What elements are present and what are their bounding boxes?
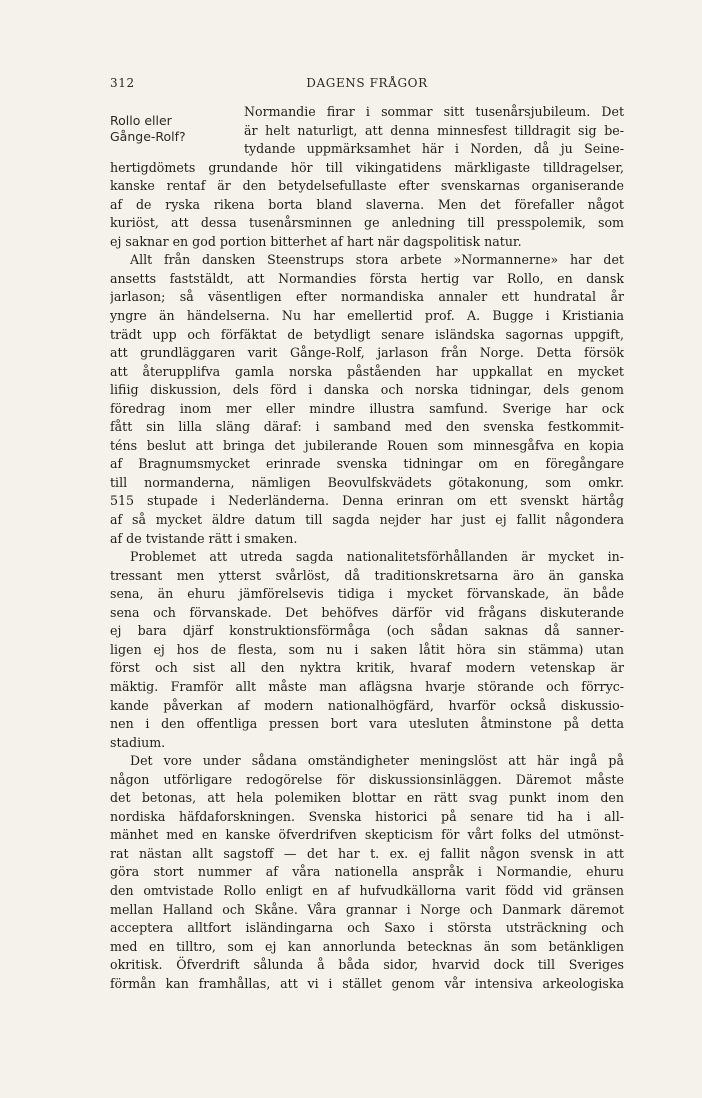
text-line: den omtvistade Rollo enligt en af hufvudkällorna varit född vid gränsen [110, 882, 624, 898]
page-number: 312 [110, 76, 135, 90]
margin-note-line: Gånge-Rolf? [110, 129, 186, 144]
text-line: kanske rentaf är den betydelsefullaste efter svenskarnas organiserande [110, 178, 624, 194]
text-line: är helt naturligt, att denna minnesfest tilldragit sig be- [244, 122, 624, 138]
text-line: Normandie firar i sommar sitt tusenårsjubileum. Det [244, 104, 624, 119]
text-line: förmån kan framhållas, att vi i stället genom vår intensiva arkeologiska [110, 975, 624, 991]
margin-note-line: Rollo eller [110, 113, 172, 128]
text-line: af så mycket äldre datum till sagda nejder har just ej fallit någondera [110, 512, 624, 528]
text-line: sena, än ehuru jämförelsevis tidiga i mycket förvanskade, än både [110, 586, 624, 602]
text-line: fått sin lilla släng däraf: i samband med den svenska festkommit- [110, 419, 624, 435]
text-line: lifiig diskussion, dels förd i danska och norska tidningar, dels genom [110, 382, 624, 398]
text-line: mäktig. Framför allt måste man aflägsna hvarje störande och förryc- [110, 678, 624, 694]
text-line: stadium. [110, 734, 166, 750]
text-line: jarlason; så väsentligen efter normandiska annaler ett hundratal år [110, 289, 624, 305]
text-line: 515 stupade i Nederländerna. Denna erinran om ett svenskt härtåg [110, 493, 624, 509]
text-line: rat nästan allt sagstoff — det har t. ex. ej fallit någon svensk in att [110, 845, 624, 861]
text-line: hertigdömets grundande hör till vikingatidens märkligaste tilldragelser, [110, 159, 624, 175]
running-title: DAGENS FRÅGOR [306, 76, 428, 90]
text-line: ej bara djärf konstruktionsförmåga (och sådan saknas då sanner- [110, 623, 624, 639]
body-text [110, 103, 624, 993]
text-line: Allt från dansken Steenstrups stora arbete »Normannerne» har det [130, 252, 624, 268]
text-line: föredrag inom mer eller mindre illustra samfund. Sverige har ock [110, 400, 624, 416]
text-line: acceptera alltfort isländingarna och Saxo i största utsträckning och [110, 920, 624, 936]
text-line: ansetts faststäldt, att Normandies första hertig var Rollo, en dansk [110, 270, 624, 286]
text-line: mänhet med en kanske öfverdrifven skepticism för vårt folks del utmönst- [110, 827, 624, 843]
text-line: af Bragnumsmycket erinrade svenska tidningar om en föregångare [110, 456, 624, 472]
text-line: göra stort nummer af våra nationella anspråk i Normandie, ehuru [110, 864, 624, 880]
page-header [110, 76, 624, 92]
text-line: af de ryska rikena borta bland slaverna. Men det förefaller något [110, 196, 624, 212]
text-line: trädt upp och förfäktat de betydligt senare isländska sagornas uppgift, [110, 326, 624, 342]
text-line: ligen ej hos de flesta, som nu i saken låtit höra sin stämma) utan [110, 641, 624, 657]
text-line: det betonas, att hela polemiken blottar en rätt svag punkt inom den [110, 790, 624, 806]
text-line: någon utförligare redogörelse för diskussionsinläggen. Däremot måste [110, 771, 624, 787]
text-line: ej saknar en god portion bitterhet af hart när dagspolitisk natur. [110, 233, 522, 249]
text-line: Problemet att utreda sagda nationalitetsförhållanden är mycket in- [130, 549, 624, 565]
text-line: att grundläggaren varit Gånge-Rolf, jarlason från Norge. Detta försök [110, 345, 624, 361]
text-line: till normanderna, nämligen Beovulfskvädets götakonung, som omkr. [110, 474, 624, 490]
text-line: okritisk. Öfverdrift sålunda å båda sidor, hvarvid dock till Sveriges [110, 957, 624, 973]
text-line: att återupplifva gamla norska påståenden har uppkallat en mycket [110, 363, 624, 379]
text-line: sena och förvanskade. Det behöfves därför vid frågans diskuterande [110, 604, 624, 620]
text-line: mellan Halland och Skåne. Våra grannar i Norge och Danmark däremot [110, 901, 624, 917]
text-line: tressant men ytterst svårlöst, då traditionskretsarna äro än ganska [110, 567, 624, 583]
text-line: tydande uppmärksamhet här i Norden, då ju Seine- [244, 141, 624, 157]
text-line: med en tilltro, som ej kan annorlunda betecknas än som betänkligen [110, 938, 624, 954]
text-line: kande påverkan af modern nationalhögfärd, hvarför också diskussio- [110, 697, 624, 713]
text-line: kuriöst, att dessa tusenårsminnen ge anledning till presspolemik, som [110, 215, 624, 231]
text-line: nordiska häfdaforskningen. Svenska historici på senare tid ha i all- [110, 808, 624, 824]
text-line: först och sist all den nyktra kritik, hvaraf modern vetenskap är [110, 660, 624, 676]
text-line: nen i den offentliga pressen bort vara utesluten åtminstone på detta [110, 716, 624, 732]
text-line: téns beslut att bringa det jubilerande Rouen som minnesgåfva en kopia [110, 437, 624, 453]
text-line: yngre än händelserna. Nu har emellertid prof. A. Bugge i Kristiania [110, 308, 624, 324]
text-line: af de tvistande rätt i smaken. [110, 530, 298, 546]
text-line: Det vore under sådana omständigheter meningslöst att här ingå på [130, 753, 624, 769]
